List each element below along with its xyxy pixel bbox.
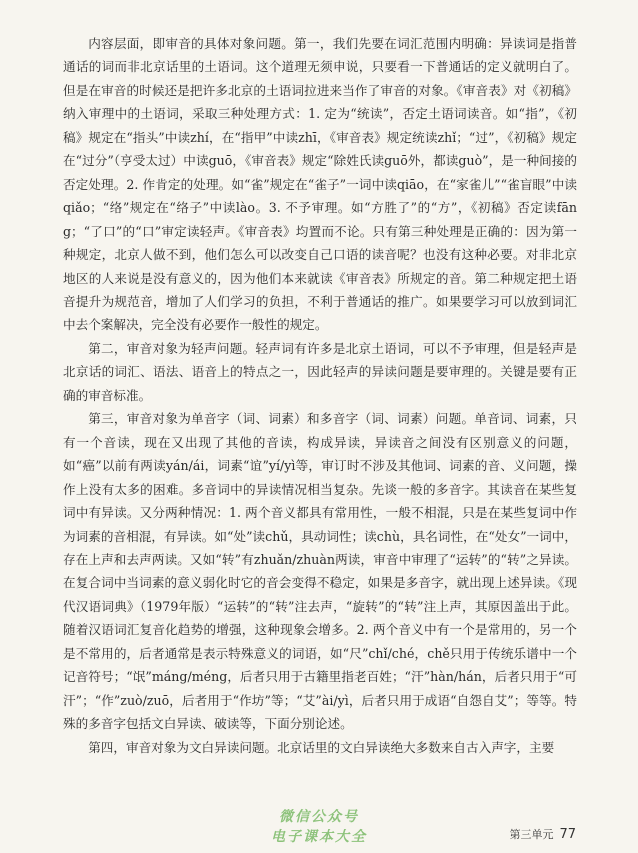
paragraph-2: 第二，审音对象为轻声问题。轻声词有许多是北京土语词，可以不予审理，但是轻声是北京话的词汇、语法、语音上的特点之一，因此轻声的异读问题是要审理的。关键是要有正确的审音标准。 xyxy=(63,340,577,403)
unit-label: 第三单元 xyxy=(509,828,554,841)
paragraph-1: 内容层面，即审音的具体对象问题。第一，我们先要在词汇范围内明确：异读词是指普通话的词而非北京话里的土语词。这个道理无须申说，只要看一下普通话的定义就明白了。但是在审音的时候还是把许多北京的土语词拉进来当作了审音的对象。《审音表》对《初稿》纳入审理中的土语词，采取三种处理方式：1. 定为“统读”，否定土语词读音。如“指”，《初稿》规定在“指头”中读zhí，在“指甲”中读zhī，《审音表》规定统读zhǐ；“过”，《初稿》规定在“过分”（亨受太过）中读guō，《审音表》规定“除姓氏读guō外，都读guò”，是一种间接的否定处理。2. 作肯定的处理。如“雀”规定在“雀子”一词中读qiāo，在“家雀儿”“雀盲眼”中读qiǎo；“络”规定在“络子”中读lào。3. 不予审理。如“方胜了”的“方”，《初稿》否定读fāng；“了口”的“口”审定读轻声。《审音表》均置而不论。只有第三种处理是正确的：因为第一种规定，北京人做不到，他们怎么可以改变自己口语的读音呢？也没有这种必要。对非北京地区的人来说是没有意义的，因为他们本来就读《审音表》所规定的音。第二种规定把土语音提升为规范音，增加了人们学习的负担，不利于普通话的推广。如果要学习可以放到词汇中去个案解决，完全没有必要作一般性的规定。 xyxy=(63,36,577,333)
body-text xyxy=(63,32,577,759)
page-number: 77 xyxy=(559,827,576,842)
watermark-line-2: 电子课本大全 xyxy=(271,829,367,845)
paragraph-4: 第四，审音对象为文白异读问题。北京话里的文白异读绝大多数来自古入声字，主要 xyxy=(88,739,555,755)
watermark-line-1: 微信公众号 xyxy=(279,809,359,825)
page-footer xyxy=(509,826,576,842)
paragraph-3: 第三，审音对象为单音字（词、词素）和多音字（词、词素）问题。单音词、词素，只有一个音读，现在又出现了其他的音读，构成异读，异读音之间没有区别意义的问题，如“癌”以前有两读yán/ái，词素“谊”yí/yì等，审订时不涉及其他词、词素的音、义问题，操作上没有太多的困难。多音词中的异读情况相当复杂。先谈一般的多音字。其读音在某些复词中有异读。又分两种情况：1. 两个音义都具有常用性，一般不相混，只是在某些复词中作为词素的音相混，有异读。如“处”读chǔ，具动词性；读chù，具名词性，在“处女”一词中，存在上声和去声两读。又如“转”有zhuǎn/zhuàn两读，审音中审理了“运转”的“转”之异读。在复合词中当词素的意义弱化时它的音会变得不稳定，如果是多音字，就出现上述异读。《现代汉语词典》（1979年版）“运转”的“转”注去声，“旋转”的“转”注上声，其原因盖出于此。随着汉语词汇复音化趋势的增强，这种现象会增多。2. 两个音义中有一个是常用的，另一个是不常用的，后者通常是表示特殊意义的词语，如“尺”chǐ/ché，chě只用于传统乐谱中一个记音符号；“氓”máng/méng，后者只用于古籍里指老百姓；“汗”hàn/hán，后者只用于“可汗”；“作”zuò/zuō，后者用于“作坊”等；“艾”ài/yì，后者只用于成语“自怨自艾”；等等。特殊的多音字包括文白异读、破读等，下面分别论述。 xyxy=(63,411,577,732)
